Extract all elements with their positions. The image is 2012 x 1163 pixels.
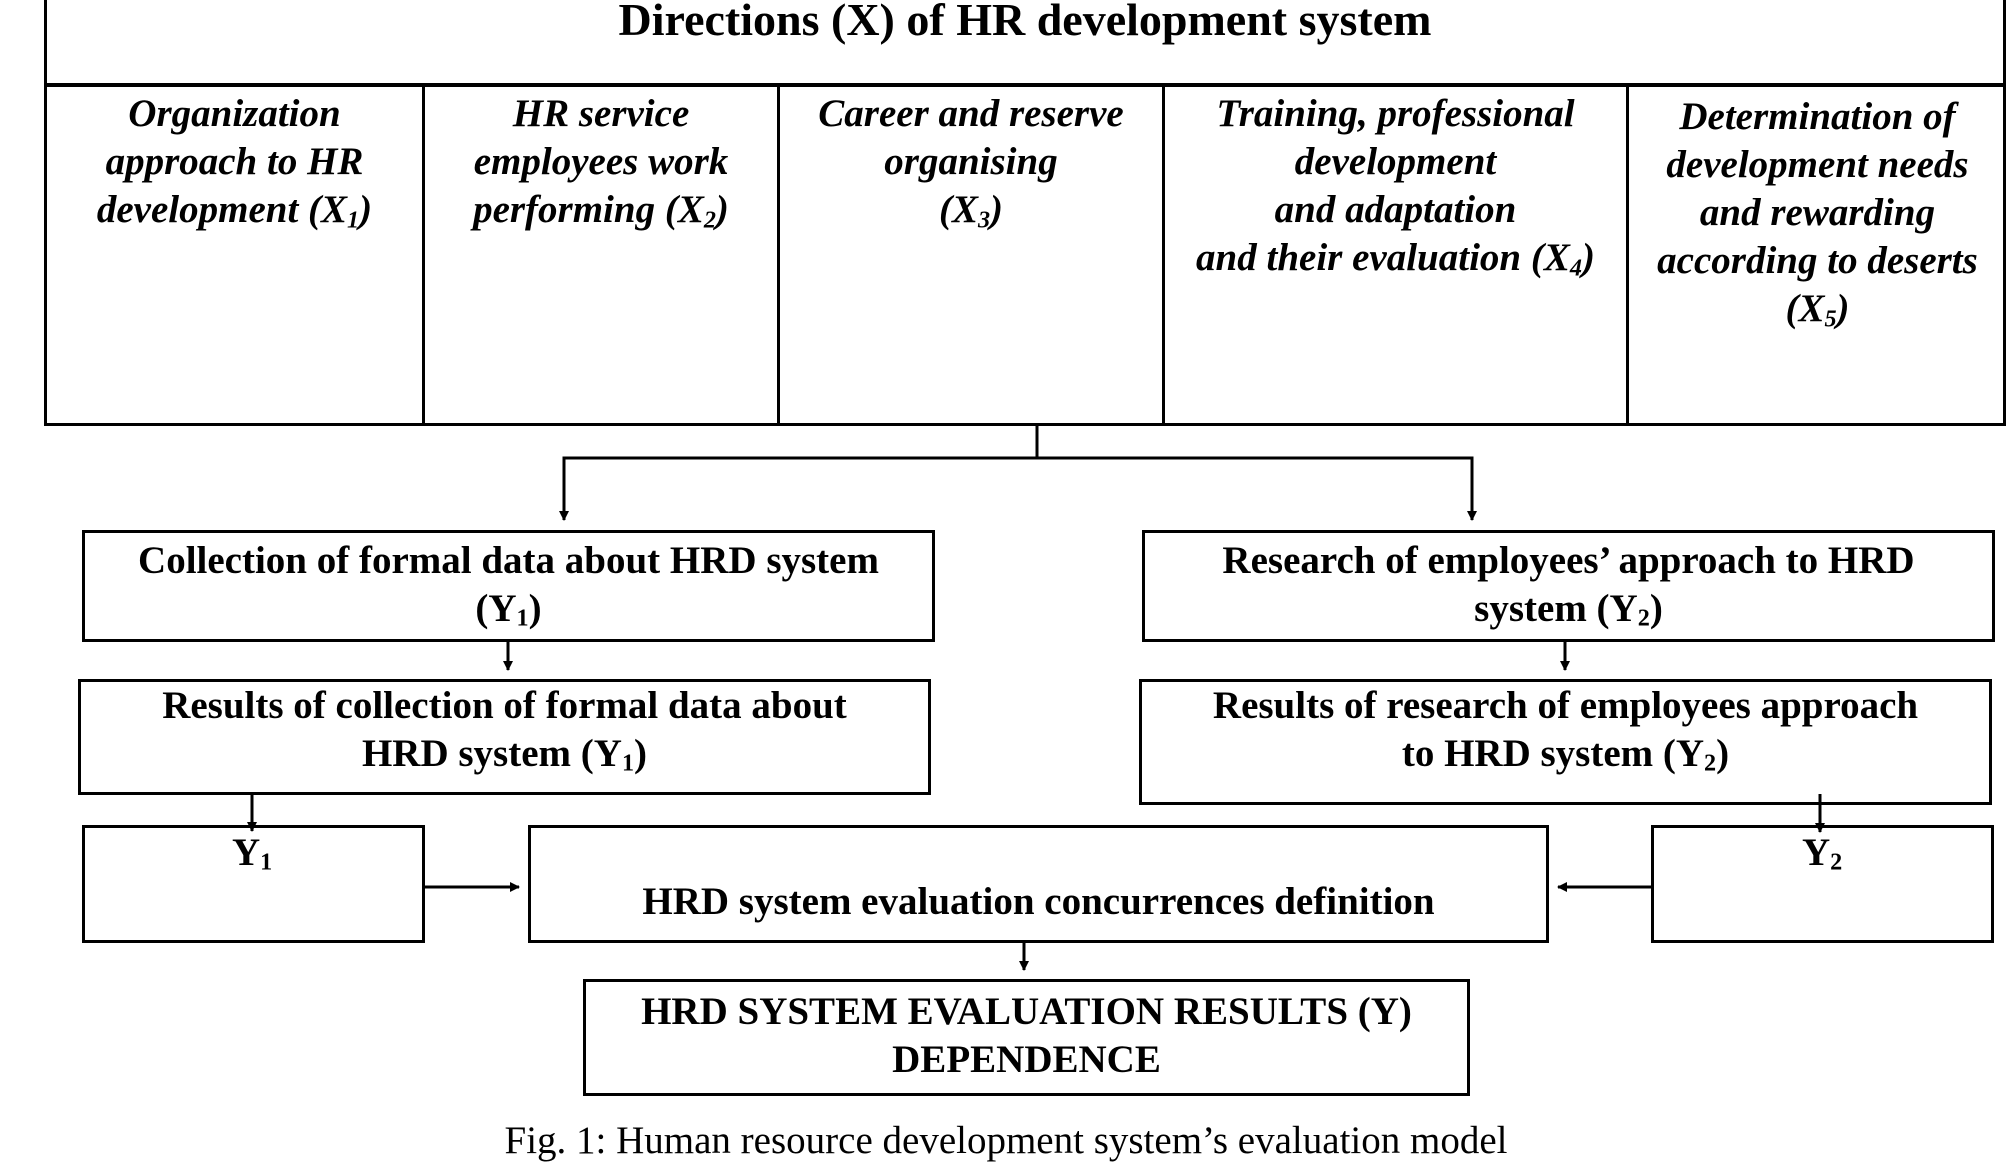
direction-x4 [1165, 84, 1626, 426]
concurrence-box [528, 825, 1549, 943]
direction-x1-line: development (X1) [96, 188, 373, 234]
results-collection-line1: Results of collection of formal data about [162, 684, 847, 727]
split-connector [564, 426, 1037, 520]
direction-x5-line: (X5) [1785, 287, 1850, 333]
collection-line2: $(Y_1)$ [475, 587, 542, 632]
research-box [1142, 530, 1995, 642]
direction-x1-line: approach to HR [105, 140, 364, 183]
research-line2: system $(Y_2)$ [1474, 587, 1663, 632]
direction-x2-line: employees work [473, 140, 729, 183]
y2-label: $Y_2$ [1802, 831, 1843, 876]
direction-x5-line: Determination of [1679, 95, 1956, 138]
collection-line1: Collection of formal data about HRD system [138, 539, 879, 582]
results-research-line2: to HRD system $(Y_2)$ [1401, 732, 1730, 777]
direction-x4-line: Training, professional [1216, 92, 1575, 135]
direction-x4-line: development [1294, 140, 1497, 183]
research-line1: Research of employees’ approach to HRD [1222, 539, 1915, 582]
direction-x5-line: and rewarding [1699, 191, 1936, 234]
direction-x2-line: performing (X2) [473, 188, 729, 234]
direction-x4-line: and their evaluation (X4) [1196, 236, 1595, 282]
direction-x5-line: according to deserts [1657, 239, 1978, 282]
direction-x3 [780, 84, 1162, 426]
direction-x3-line: organising [884, 140, 1058, 183]
results-research-box [1139, 679, 1992, 805]
direction-x2 [425, 84, 777, 426]
directions-header-box [44, 0, 2006, 86]
results-collection-line2: HRD system $(Y_1)$ [361, 732, 648, 777]
direction-x3-line: Career and reserve [818, 92, 1124, 135]
directions-title: Directions (X) of HR development system [618, 0, 1432, 45]
split-connector-right [1037, 458, 1472, 520]
results-research-line1: Results of research of employees approach [1212, 684, 1919, 727]
direction-x1 [47, 84, 422, 426]
direction-x5-line: development needs [1666, 143, 1969, 186]
direction-x5 [1629, 84, 2006, 426]
final-results-box [583, 979, 1470, 1096]
figure-caption: Fig. 1: Human resource development system’s evaluation model [504, 1119, 1508, 1162]
y1-label: $Y_1$ [232, 831, 273, 876]
concurrence-label: HRD system evaluation concurrences definition [642, 880, 1435, 923]
final-line2: DEPENDENCE [892, 1038, 1161, 1081]
direction-x1-line: Organization [128, 92, 341, 135]
collection-box [82, 530, 935, 642]
results-collection-box [78, 679, 931, 795]
direction-x2-line: HR service [512, 92, 690, 135]
direction-x3-line: (X3) [938, 188, 1004, 234]
final-line1: HRD SYSTEM EVALUATION RESULTS (Y) [641, 990, 1412, 1033]
direction-x4-line: and adaptation [1274, 188, 1517, 231]
